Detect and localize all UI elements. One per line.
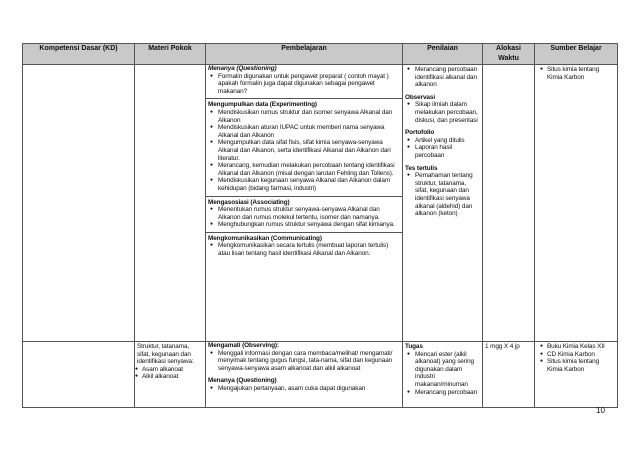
mengkomunikasikan-list bbox=[208, 242, 400, 257]
header-row bbox=[23, 44, 618, 65]
row2-sumber-cell bbox=[535, 342, 618, 408]
list-item: ● Mengkomunikasikan secara tertulis (membuat laporan tertulis) atau lisan tentang hasil identifikasi Alkanal dan Alkanon. bbox=[218, 242, 400, 257]
mengamati-title: Mengamati (Observing): bbox=[208, 342, 279, 349]
list-item: ● Situs kimia tentang Kimia Karbon bbox=[547, 358, 615, 373]
list-item: ● Merancang percobaan identifikasi alkanal dan alkanon bbox=[415, 66, 480, 89]
row2-alokasi-cell: 1 mgg X 4 jp bbox=[483, 342, 535, 408]
menanya-list bbox=[208, 73, 400, 96]
mengumpulkan-title: Mengumpulkan data (Experimenting) bbox=[208, 101, 317, 109]
list-item: ● Mencari ester (alkil alkanoat) yang sering digunakan dalam industri makanan/minuman bbox=[415, 351, 480, 389]
row2-penilaian-cell bbox=[403, 342, 483, 408]
tes-title: Tes tertulis bbox=[405, 164, 438, 172]
header-kd: Kompetensi Dasar (KD) bbox=[23, 44, 135, 65]
list-item: ● Menentukan rumus struktur senyawa-senyawa Alkanal dan Alkanon dari rumus molekul tertentu, isomer dan namanya. bbox=[218, 206, 400, 221]
materi-list bbox=[137, 366, 203, 381]
tugas-title: Tugas bbox=[405, 343, 423, 350]
mengasosiasi-title: Mengasosiasi (Associating) bbox=[208, 198, 290, 206]
table-row bbox=[23, 65, 618, 342]
list-item: ● Asam alkanoat bbox=[142, 366, 203, 374]
menanya2-title: Menanya (Questioning) bbox=[208, 377, 277, 385]
list-item: ● Artikel yang ditulis bbox=[415, 137, 480, 145]
list-item: ● Menggali informasi dengan cara membaca/melihat/ mengamati/ menyimak tentang gugus fungsi, tata-nama, sifat dan kegunaan senyawa-senyawa asam alkanoat dan alkil alkanoat bbox=[218, 350, 400, 373]
menanya-title: Menanya (Questioning) bbox=[208, 65, 277, 72]
mengkomunikasikan-title: Mengkomunikasikan (Communicating) bbox=[208, 234, 322, 242]
row2-sumber-list bbox=[537, 343, 615, 373]
row2-materi-cell bbox=[135, 342, 206, 408]
table-row bbox=[23, 342, 618, 408]
penilaian-top-list bbox=[405, 66, 480, 89]
row1-materi-cell bbox=[135, 65, 206, 342]
row2-pembelajaran-cell bbox=[206, 342, 403, 408]
list-item: ● Menghubungkan rumus struktur senyawa dengan sifat kimianya. bbox=[218, 221, 400, 229]
observasi-list bbox=[405, 101, 480, 124]
list-item: ● Sikap ilmiah dalam melakukan percobaan, diskusi, dan presentasi bbox=[415, 101, 480, 124]
row1-kd-cell bbox=[23, 65, 135, 342]
list-item: ● Merancang, kemudian melakukan percobaan tentang identifikasi Alkanal dan Alkanon (misal dengan larutan Fehling dan Tollens). bbox=[218, 162, 400, 177]
row1-alokasi-cell bbox=[483, 65, 535, 342]
mengumpulkan-section bbox=[206, 98, 402, 192]
list-item: ● Mengajukan pertanyaan, asam cuka dapat digunakan bbox=[218, 385, 400, 393]
header-penilaian: Penilaian bbox=[403, 44, 483, 65]
portofolio-list bbox=[405, 137, 480, 160]
mengumpulkan-list bbox=[208, 109, 400, 193]
materi-text: Struktur, tatanama, sifat, kegunaan dan identifikasi senyawa: bbox=[137, 343, 194, 366]
row2-kd-cell bbox=[23, 342, 135, 408]
tugas-list bbox=[405, 351, 480, 397]
list-item: ● Mendiskusikan rumus struktur dan isomer senyawa Alkanal dan Alkanon bbox=[218, 109, 400, 124]
mengasosiasi-list bbox=[208, 206, 400, 229]
list-item: ● Buku Kimia Kelas XII bbox=[547, 343, 615, 351]
tes-list bbox=[405, 172, 480, 218]
list-item: ● Mendiskusikan aturan IUPAC untuk memberi nama senyawa Alkanal dan Alkanon bbox=[218, 124, 400, 139]
list-item: ● CD Kimia Karbon bbox=[547, 351, 615, 359]
list-item: ● Mengumpulkan data sifat fisis, sifat kimia senyawa-senyawa Alkanal dan Alkanon, serta identifikasi Alkanal dan Alkanon dari literatur. bbox=[218, 139, 400, 162]
list-item: ● Mendiskusikan kegunaan senyawa Alkanal dan Alkanon dalam kehidupan (bidang farmasi, industri) bbox=[218, 177, 400, 192]
syllabus-table bbox=[22, 43, 618, 408]
observasi-title: Observasi bbox=[405, 93, 436, 101]
header-alokasi: Alokasi Waktu bbox=[483, 44, 535, 65]
list-item: ● Laporan hasil percobaan bbox=[415, 144, 480, 159]
header-sumber: Sumber Belajar bbox=[535, 44, 618, 65]
row1-penilaian-cell bbox=[403, 65, 483, 342]
list-item: ● Alkil alkanoat bbox=[142, 373, 203, 381]
mengasosiasi-section bbox=[206, 196, 402, 229]
mengamati-list bbox=[208, 350, 400, 373]
page-number: 10 bbox=[596, 406, 605, 415]
header-pembelajaran: Pembelajaran bbox=[206, 44, 403, 65]
portofolio-title: Portofolio bbox=[405, 129, 435, 137]
menanya2-list bbox=[208, 385, 400, 393]
row1-sumber-list bbox=[537, 66, 615, 81]
mengkomunikasikan-section bbox=[206, 232, 402, 258]
list-item: ● Pemahaman tentang struktur, tatanama, sifat, kegunaan dan identifikasi senyawa alkanal (aldehid) dan alkanon (keton) bbox=[415, 172, 480, 218]
list-item: ● Merancang percobaan bbox=[415, 389, 480, 397]
header-materi: Materi Pokok bbox=[135, 44, 206, 65]
row1-sumber-cell bbox=[535, 65, 618, 342]
row1-pembelajaran-cell bbox=[206, 65, 403, 342]
list-item: ● Situs kimia tentang Kimia Karbon bbox=[547, 66, 615, 81]
list-item: ● Formalin digunakan untuk pengawet preparat ( contoh mayat ) apakah formalin juga dapat digunakan sebagai pengawet makanan? bbox=[218, 73, 400, 96]
